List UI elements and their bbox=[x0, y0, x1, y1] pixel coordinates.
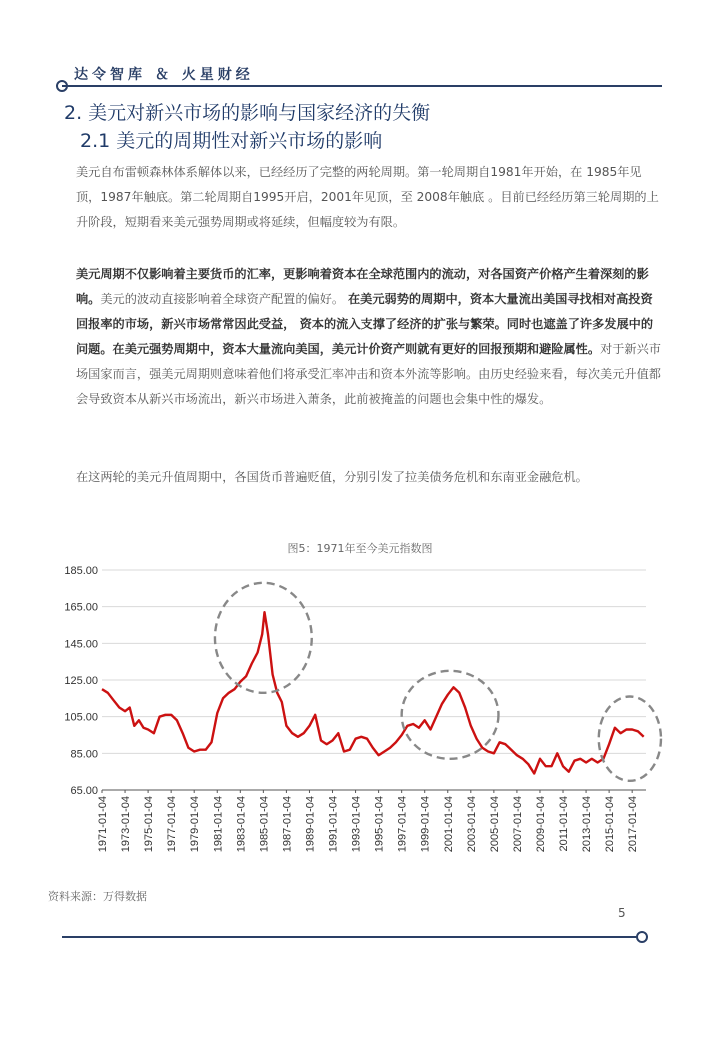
subsection-heading: 2.1 美元的周期性对新兴市场的影响 bbox=[80, 130, 383, 152]
x-tick-label: 2003-01-04 bbox=[465, 796, 478, 853]
y-tick-label: 165.00 bbox=[64, 601, 98, 614]
x-tick-label: 1975-01-04 bbox=[143, 796, 156, 853]
x-tick-label: 2009-01-04 bbox=[534, 796, 547, 853]
x-tick-label: 1999-01-04 bbox=[419, 796, 432, 853]
x-tick-label: 2017-01-04 bbox=[627, 796, 640, 853]
x-tick-label: 2007-01-04 bbox=[511, 796, 524, 853]
y-tick-label: 125.00 bbox=[64, 675, 98, 687]
highlight-circle bbox=[215, 583, 312, 693]
source-note: 资料来源：万得数据 bbox=[48, 890, 147, 903]
header-line bbox=[62, 85, 662, 87]
x-tick-label: 1979-01-04 bbox=[189, 796, 202, 853]
footer-dot bbox=[636, 931, 648, 943]
x-tick-label: 2015-01-04 bbox=[604, 796, 617, 853]
dollar-index-line bbox=[102, 612, 644, 773]
y-tick-label: 105.00 bbox=[64, 711, 98, 724]
x-tick-label: 2013-01-04 bbox=[581, 796, 594, 853]
dollar-index-chart bbox=[40, 530, 680, 890]
paragraph-2-text-2: 对于新兴市场国家而言，强美元周期则意味着他们将承受汇率冲击和资本外流等影响。由历史经验来看，每次美元升值都会导致资本从新兴市场流出，新兴市场进入萧条，此前被掩盖的问题也会集中性的爆发。 bbox=[76, 342, 661, 406]
x-tick-label: 1983-01-04 bbox=[235, 796, 248, 853]
x-tick-label: 1987-01-04 bbox=[281, 796, 294, 853]
paragraph-2-text-1: 美元的波动直接影响着全球资产配置的偏好。 bbox=[100, 292, 348, 306]
x-tick-label: 1973-01-04 bbox=[120, 796, 133, 853]
y-tick-label: 85.00 bbox=[70, 748, 98, 761]
x-tick-label: 1995-01-04 bbox=[373, 796, 386, 853]
x-tick-label: 2011-01-04 bbox=[558, 796, 571, 852]
x-tick-label: 1985-01-04 bbox=[258, 796, 271, 853]
chart-container bbox=[40, 530, 680, 890]
paragraph-2-bold-2: 在美元弱势的周期中，资本大量流出美国寻找相对高投资回报率的市场，新兴市场常常因此受益， 资本的流入支撑了经济的扩张与繁荣。同时也遮盖了许多发展中的问题。在美元强势周期中，资本大量流向美国，美元计价资产则就有更好的回报预期和避险属性。 bbox=[76, 292, 654, 356]
x-tick-label: 1971-01-04 bbox=[97, 796, 109, 853]
page-number: 5 bbox=[618, 906, 626, 920]
section-heading: 2. 美元对新兴市场的影响与国家经济的失衡 bbox=[64, 102, 431, 124]
x-tick-label: 1989-01-04 bbox=[304, 796, 317, 853]
y-tick-label: 145.00 bbox=[64, 638, 98, 651]
x-tick-label: 1997-01-04 bbox=[396, 796, 409, 853]
paragraph-2 bbox=[76, 262, 664, 412]
x-tick-label: 1991-01-04 bbox=[327, 796, 340, 853]
highlight-circle bbox=[599, 697, 661, 781]
highlight-circle bbox=[402, 671, 499, 759]
x-tick-label: 2005-01-04 bbox=[488, 796, 501, 853]
paragraph-3: 在这两轮的美元升值周期中，各国货币普遍贬值，分别引发了拉美债务危机和东南亚金融危机。 bbox=[76, 470, 588, 484]
x-tick-label: 1977-01-04 bbox=[166, 796, 179, 853]
paragraph-1: 美元自布雷顿森林体系解体以来，已经经历了完整的两轮周期。第一轮周期自1981年开始，在 1985年见顶，1987年触底。第二轮周期自1995开启，2001年见顶，至 2008年触底 。目前已经经历第三轮周期的上升阶段，短期看来美元强势周期或将延续，但幅度较为有限。 bbox=[76, 165, 659, 229]
paragraph-2-bold-1: 美元周期不仅影响着主要货币的汇率，更影响着资本在全球范围内的流动，对各国资产价格产生着深刻的影响。 bbox=[76, 267, 649, 306]
y-tick-label: 185.00 bbox=[64, 565, 98, 577]
x-tick-label: 1981-01-04 bbox=[212, 796, 225, 853]
x-tick-label: 1993-01-04 bbox=[350, 796, 363, 853]
y-tick-label: 65.00 bbox=[70, 785, 98, 797]
footer-line bbox=[62, 936, 638, 938]
chart-title: 图5：1971年至今美元指数图 bbox=[287, 542, 433, 555]
x-tick-label: 2001-01-04 bbox=[442, 796, 455, 853]
header-brand: 达令智库 ＆ 火星财经 bbox=[74, 67, 254, 83]
